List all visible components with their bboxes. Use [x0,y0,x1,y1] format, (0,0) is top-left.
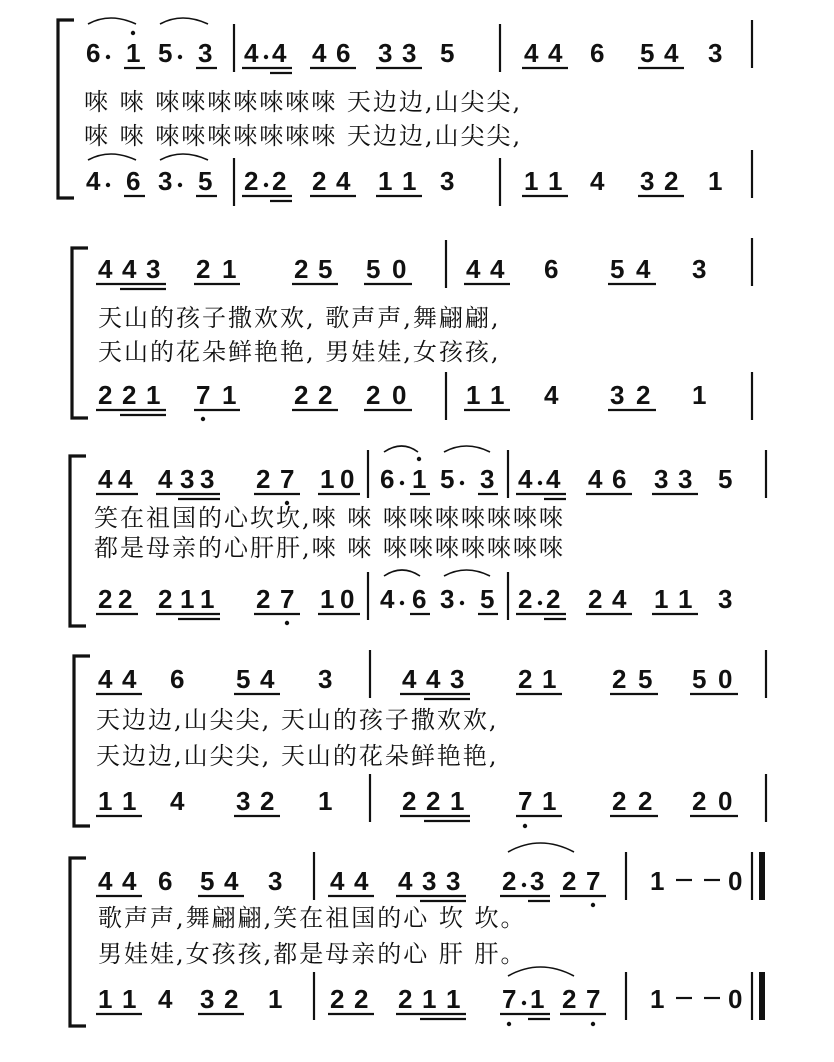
svg-text:2: 2 [256,464,271,494]
svg-text:2: 2 [272,166,287,196]
svg-text:4: 4 [664,38,679,68]
svg-text:2: 2 [122,380,137,410]
svg-text:1: 1 [678,584,693,614]
svg-text:5: 5 [236,664,251,694]
svg-text:6: 6 [612,464,627,494]
svg-text:4: 4 [330,866,345,896]
svg-text:2: 2 [260,786,275,816]
svg-text:1: 1 [378,166,393,196]
svg-text:5: 5 [638,664,653,694]
svg-text:3: 3 [146,254,161,284]
svg-text:4: 4 [158,464,173,494]
svg-text:4: 4 [548,38,563,68]
svg-text:1: 1 [412,464,427,494]
svg-text:1: 1 [654,584,669,614]
svg-text:4: 4 [402,664,417,694]
svg-text:2: 2 [518,664,533,694]
svg-text:4: 4 [524,38,539,68]
svg-text:2: 2 [546,584,561,614]
svg-text:2: 2 [664,166,679,196]
svg-text:3: 3 [692,254,707,284]
svg-text:6: 6 [170,664,185,694]
svg-text:6: 6 [544,254,559,284]
svg-text:4: 4 [336,166,351,196]
svg-text:1: 1 [490,380,505,410]
svg-text:4: 4 [122,664,137,694]
svg-text:0: 0 [340,464,355,494]
svg-text:1: 1 [320,584,335,614]
svg-text:1: 1 [318,786,333,816]
svg-text:4: 4 [260,664,275,694]
svg-text:5: 5 [318,254,333,284]
lyrics-verse-2: 男娃娃,女孩孩,都是母亲的心 肝 肝。 [98,940,527,968]
svg-text:3: 3 [708,38,723,68]
svg-text:3: 3 [402,38,417,68]
svg-text:5: 5 [480,584,495,614]
svg-text:2: 2 [98,584,113,614]
svg-text:4: 4 [122,254,137,284]
svg-text:3: 3 [180,464,195,494]
svg-text:4: 4 [170,786,185,816]
svg-text:3: 3 [610,380,625,410]
svg-text:3: 3 [640,166,655,196]
svg-text:4: 4 [158,984,173,1014]
svg-text:3: 3 [654,464,669,494]
svg-text:2: 2 [398,984,413,1014]
svg-text:4: 4 [98,464,113,494]
lyrics-verse-1: 歌声声,舞翩翩,笑在祖国的心 坎 坎。 [98,904,527,932]
svg-text:7: 7 [586,866,601,896]
svg-text:4: 4 [544,380,559,410]
svg-text:2: 2 [294,254,309,284]
system-bracket [58,20,74,198]
svg-text:1: 1 [530,984,545,1014]
svg-text:4: 4 [312,38,327,68]
svg-text:4: 4 [588,464,603,494]
lyrics-verse-1: 笑在祖国的心坎坎,唻 唻 唻唻唻唻唻唻唻 [94,504,565,532]
svg-text:3: 3 [158,166,173,196]
svg-text:2: 2 [612,664,627,694]
svg-text:1: 1 [450,786,465,816]
lower-part [96,570,732,625]
svg-text:7: 7 [280,584,295,614]
svg-text:4: 4 [98,866,113,896]
svg-text:1: 1 [542,664,557,694]
svg-text:2: 2 [256,584,271,614]
svg-text:2: 2 [318,380,333,410]
svg-text:5: 5 [366,254,381,284]
svg-text:1: 1 [446,984,461,1014]
lyrics-verse-1: 天山的孩子撒欢欢, 歌声声,舞翩翩, [98,304,501,332]
svg-text:5: 5 [198,166,213,196]
svg-text:2: 2 [294,380,309,410]
svg-text:1: 1 [122,786,137,816]
lower-part [86,150,752,206]
note: 1 [126,38,141,68]
system-bracket [70,456,86,626]
system-2 [72,238,752,421]
svg-text:6: 6 [590,38,605,68]
svg-text:4: 4 [546,464,561,494]
svg-text:0: 0 [392,254,407,284]
svg-text:7: 7 [586,984,601,1014]
lower-part [96,967,762,1026]
lyrics-verse-2: 天山的花朵鲜艳艳, 男娃娃,女孩孩, [98,338,501,366]
svg-text:7: 7 [196,380,211,410]
system-bracket [74,656,90,826]
svg-text:2: 2 [692,786,707,816]
svg-text:1: 1 [98,786,113,816]
svg-text:4: 4 [398,866,413,896]
svg-text:4: 4 [636,254,651,284]
lower-part [96,372,752,421]
octave-dot [131,31,135,35]
svg-text:1: 1 [402,166,417,196]
svg-text:3: 3 [422,866,437,896]
svg-text:3: 3 [678,464,693,494]
svg-text:2: 2 [562,866,577,896]
dot [178,55,182,59]
svg-text:1: 1 [692,380,707,410]
svg-text:5: 5 [640,38,655,68]
svg-text:2: 2 [118,584,133,614]
svg-text:5: 5 [692,664,707,694]
svg-text:4: 4 [118,464,133,494]
svg-text:3: 3 [530,866,545,896]
svg-text:4: 4 [612,584,627,614]
svg-text:4: 4 [272,38,287,68]
lyrics-verse-2: 天边边,山尖尖, 天山的花朵鲜艳艳, [96,742,499,770]
svg-text:2: 2 [98,380,113,410]
svg-text:3: 3 [268,866,283,896]
svg-text:4: 4 [354,866,369,896]
svg-text:7: 7 [502,984,517,1014]
system-3 [70,446,766,626]
svg-text:2: 2 [330,984,345,1014]
system-5 [70,843,762,1026]
svg-text:2: 2 [402,786,417,816]
upper-part [96,238,752,289]
lyrics-verse-1: 唻 唻 唻唻唻唻唻唻唻 天边边,山尖尖, [84,88,523,116]
svg-text:2: 2 [312,166,327,196]
svg-text:1: 1 [708,166,723,196]
svg-text:4: 4 [490,254,505,284]
svg-text:6: 6 [380,464,395,494]
upper-part [86,18,752,73]
system-4 [74,650,766,828]
svg-text:4: 4 [426,664,441,694]
svg-text:1: 1 [524,166,539,196]
svg-text:7: 7 [280,464,295,494]
upper-part [96,446,766,505]
lyrics-verse-1: 天边边,山尖尖, 天山的孩子撒欢欢, [96,706,499,734]
svg-text:4: 4 [244,38,259,68]
svg-text:2: 2 [502,866,517,896]
svg-text:2: 2 [588,584,603,614]
svg-text:4: 4 [224,866,239,896]
dot [106,55,110,59]
lower-part [96,774,766,828]
svg-text:0: 0 [718,664,733,694]
svg-text:3: 3 [450,664,465,694]
svg-text:6: 6 [336,38,351,68]
svg-text:6: 6 [158,866,173,896]
svg-text:2: 2 [518,584,533,614]
svg-text:1: 1 [542,786,557,816]
upper-part [96,650,766,699]
svg-text:1: 1 [320,464,335,494]
note: 5 [158,38,173,68]
svg-text:1: 1 [222,254,237,284]
svg-text:1: 1 [122,984,137,1014]
svg-text:1: 1 [180,584,195,614]
svg-text:4: 4 [98,664,113,694]
svg-text:7: 7 [518,786,533,816]
system-1 [58,18,752,206]
svg-text:2: 2 [354,984,369,1014]
svg-text:3: 3 [378,38,393,68]
svg-text:0: 0 [340,584,355,614]
svg-text:1: 1 [200,584,215,614]
svg-text:2: 2 [426,786,441,816]
svg-text:4: 4 [466,254,481,284]
svg-text:0: 0 [392,380,407,410]
svg-text:4: 4 [590,166,605,196]
svg-text:2: 2 [366,380,381,410]
svg-text:1: 1 [650,984,665,1014]
svg-text:6: 6 [126,166,141,196]
svg-text:6: 6 [412,584,427,614]
lyrics-verse-2: 唻 唻 唻唻唻唻唻唻唻 天边边,山尖尖, [84,122,523,150]
svg-text:4: 4 [122,866,137,896]
svg-text:4: 4 [518,464,533,494]
svg-text:2: 2 [244,166,259,196]
svg-text:1: 1 [146,380,161,410]
svg-text:3: 3 [440,166,455,196]
svg-text:3: 3 [718,584,733,614]
svg-text:0: 0 [728,866,743,896]
system-bracket [70,858,86,1026]
svg-text:2: 2 [636,380,651,410]
svg-text:2: 2 [562,984,577,1014]
system-bracket [72,248,88,418]
svg-text:5: 5 [718,464,733,494]
svg-text:3: 3 [440,584,455,614]
svg-text:1: 1 [466,380,481,410]
svg-text:2: 2 [196,254,211,284]
svg-text:1: 1 [98,984,113,1014]
lyrics-verse-2: 都是母亲的心肝肝,唻 唻 唻唻唻唻唻唻唻 [94,534,565,562]
svg-text:3: 3 [236,786,251,816]
note: 6 [86,38,101,68]
svg-text:3: 3 [480,464,495,494]
svg-text:5: 5 [200,866,215,896]
upper-part [96,843,762,907]
svg-text:4: 4 [98,254,113,284]
svg-text:3: 3 [446,866,461,896]
svg-text:4: 4 [86,166,101,196]
svg-text:2: 2 [158,584,173,614]
note: 3 [198,38,213,68]
svg-text:4: 4 [380,584,395,614]
svg-text:1: 1 [222,380,237,410]
svg-text:0: 0 [718,786,733,816]
svg-text:1: 1 [650,866,665,896]
svg-text:2: 2 [638,786,653,816]
svg-text:5: 5 [610,254,625,284]
svg-text:0: 0 [728,984,743,1014]
svg-text:5: 5 [440,38,455,68]
svg-text:3: 3 [200,464,215,494]
svg-text:2: 2 [224,984,239,1014]
svg-text:3: 3 [318,664,333,694]
svg-text:1: 1 [268,984,283,1014]
svg-text:1: 1 [422,984,437,1014]
svg-text:2: 2 [612,786,627,816]
svg-text:3: 3 [200,984,215,1014]
svg-text:1: 1 [548,166,563,196]
svg-text:5: 5 [440,464,455,494]
